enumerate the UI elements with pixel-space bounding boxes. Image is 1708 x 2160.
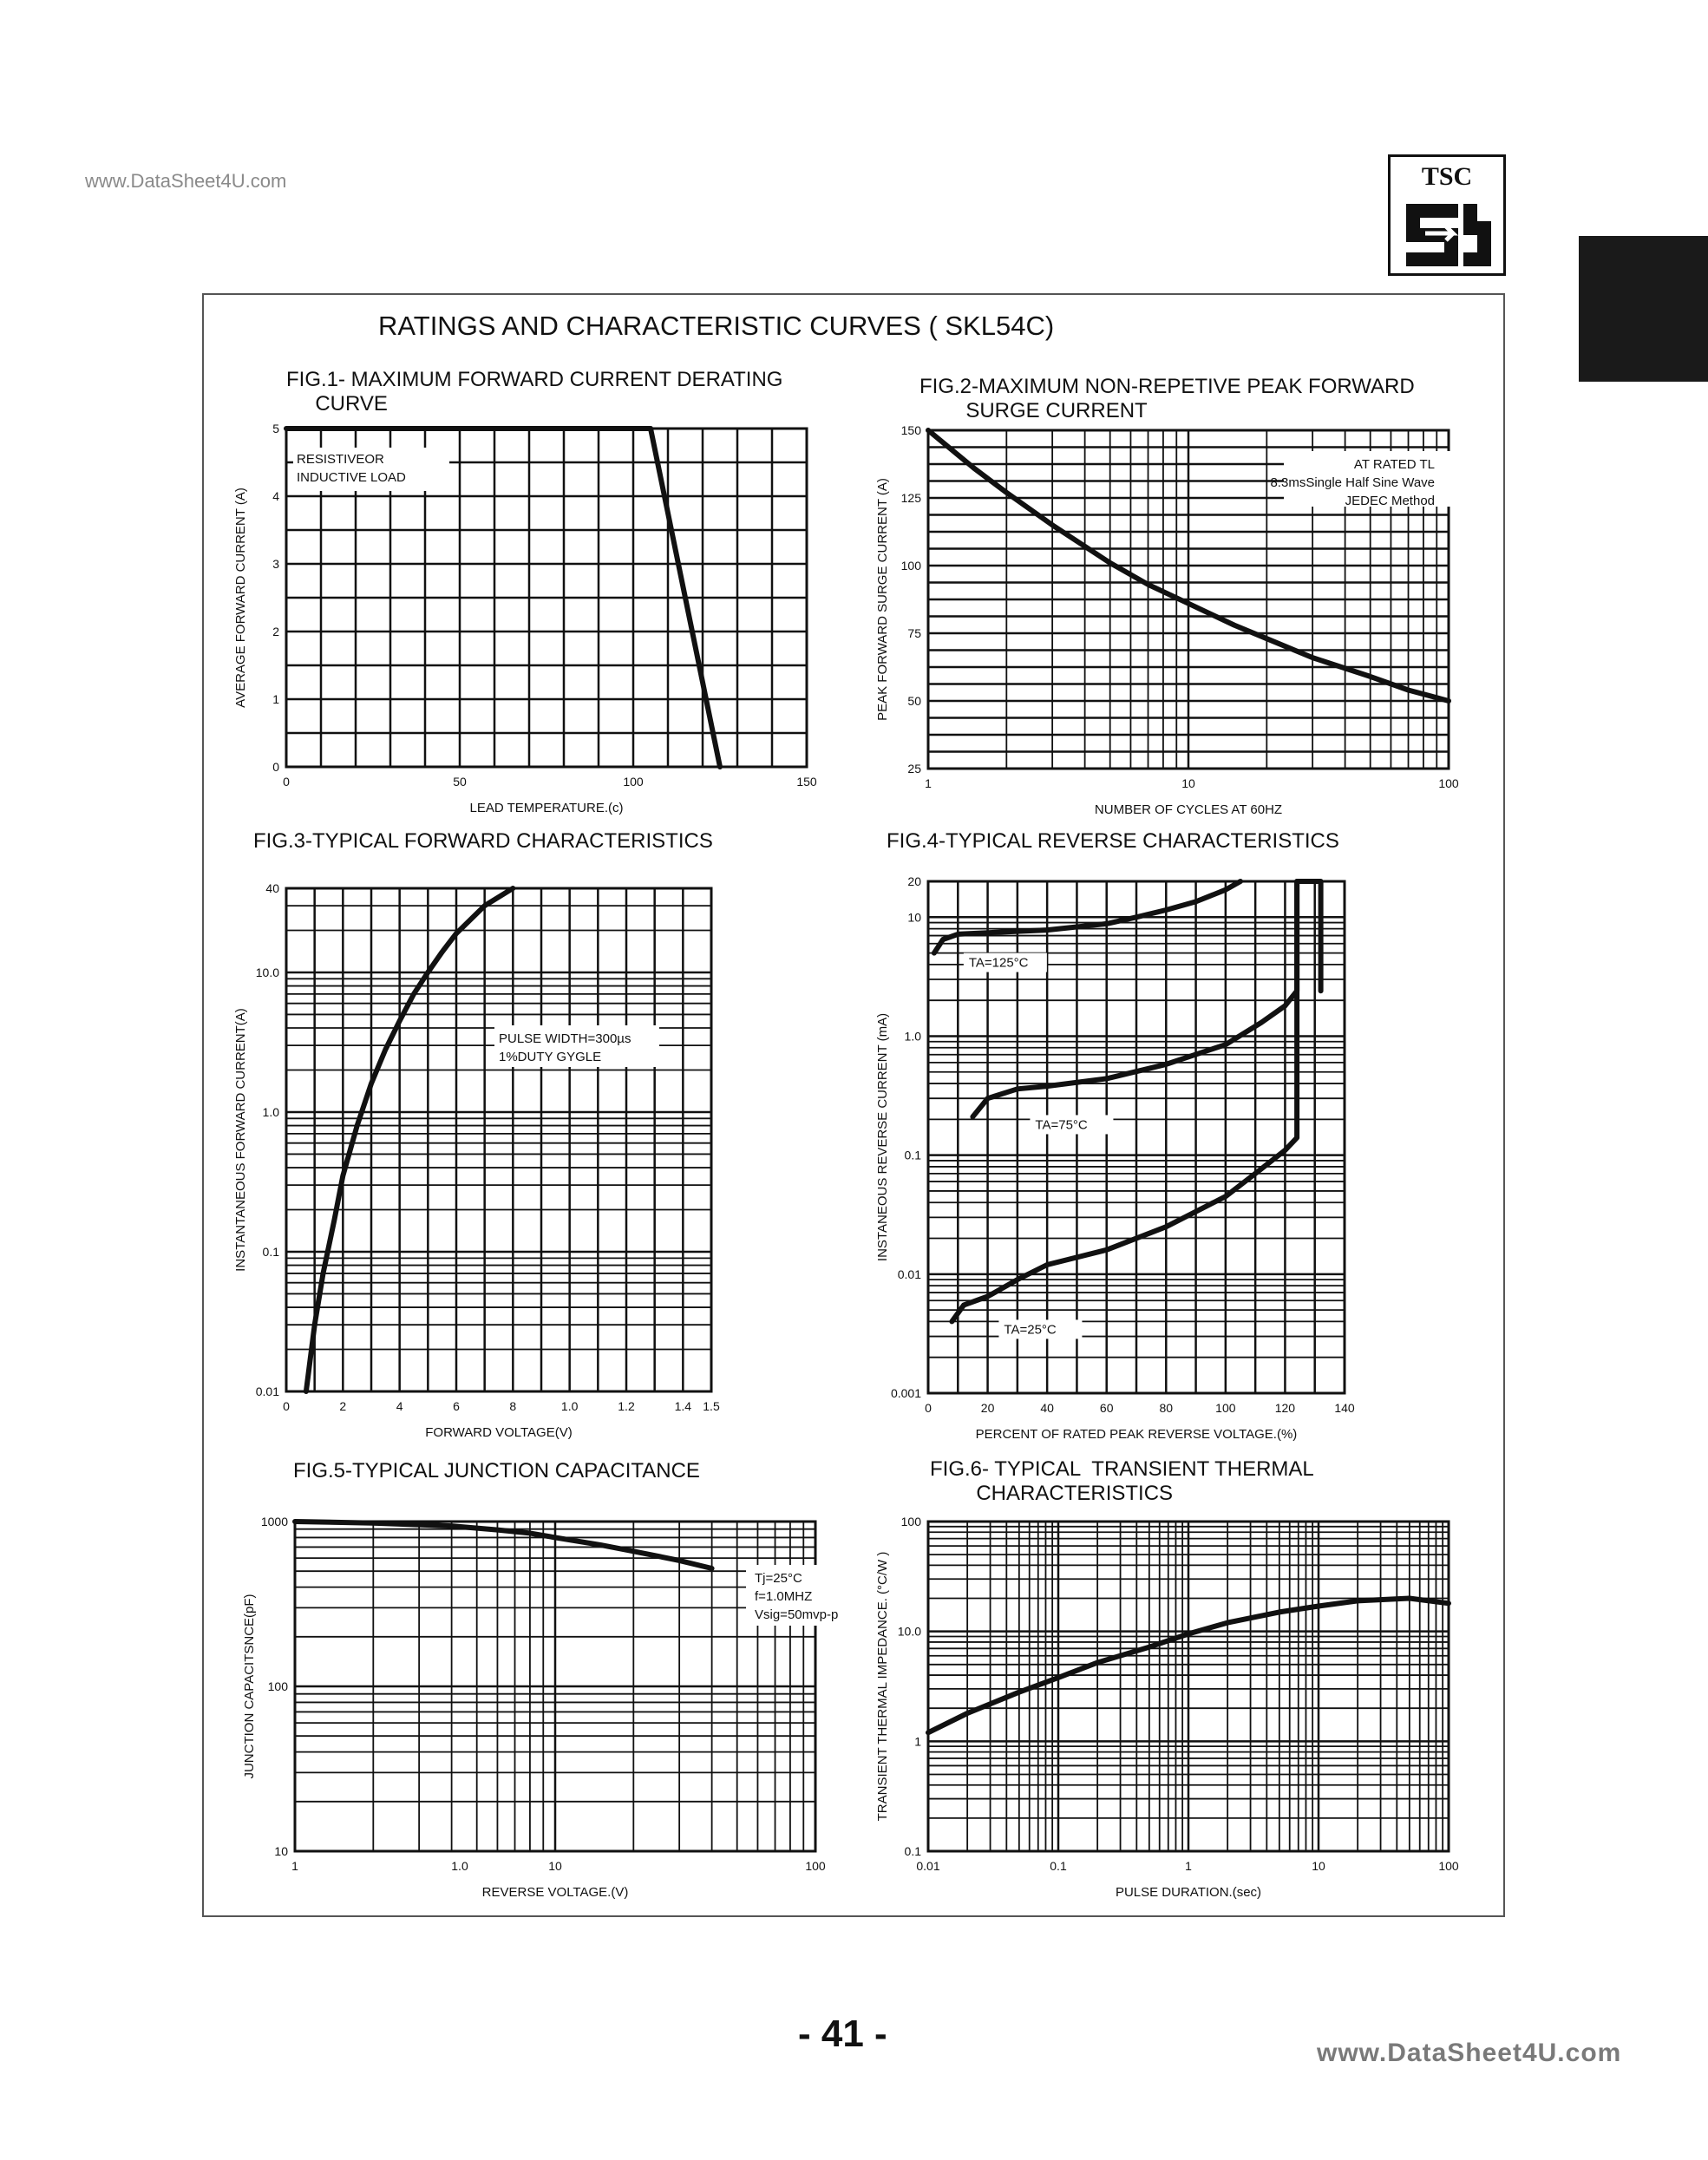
fig4-x-tick-label: 20	[980, 1401, 995, 1415]
page-title: RATINGS AND CHARACTERISTIC CURVES ( SKL54C)	[378, 311, 1055, 341]
fig1-x-tick-label: 150	[796, 775, 817, 789]
fig2-y-axis-label: PEAK FORWARD SURGE CURRENT (A)	[875, 478, 890, 721]
fig1-chart	[217, 416, 841, 824]
watermark-bottom: www.DataSheet4U.com	[1317, 2039, 1622, 2067]
fig3-x-axis-label: FORWARD VOLTAGE(V)	[425, 1425, 573, 1440]
fig3-y-tick-label: 0.01	[255, 1384, 279, 1398]
fig4-title: FIG.4-TYPICAL REVERSE CHARACTERISTICS	[887, 829, 1339, 853]
fig3-x-tick-label: 0	[283, 1399, 290, 1413]
fig4-y-tick-label: 20	[907, 874, 921, 888]
fig2-x-tick-label: 1	[925, 776, 932, 790]
fig2-y-tick-label: 100	[900, 559, 921, 573]
fig3-y-tick-label: 40	[265, 881, 279, 895]
fig3-series-line-0	[306, 888, 513, 1391]
tsc-logo	[1388, 154, 1506, 276]
fig2-y-tick-label: 50	[907, 694, 921, 708]
fig4-x-tick-label: 100	[1215, 1401, 1236, 1415]
fig1-y-tick-label: 5	[272, 422, 279, 435]
fig3-x-tick-label: 8	[509, 1399, 517, 1413]
fig4-y-tick-label: 0.01	[897, 1267, 921, 1281]
fig4-x-axis-label: PERCENT OF RATED PEAK REVERSE VOLTAGE.(%)	[975, 1427, 1298, 1442]
fig4-y-tick-label: 1.0	[904, 1029, 921, 1044]
fig3-x-tick-label: 6	[453, 1399, 460, 1413]
fig2-annotation: AT RATED TL	[1353, 457, 1435, 472]
fig3-y-tick-label: 1.0	[262, 1104, 279, 1119]
fig3-chart	[217, 867, 841, 1449]
fig4-x-tick-label: 0	[925, 1401, 932, 1415]
fig3-title: FIG.3-TYPICAL FORWARD CHARACTERISTICS	[253, 829, 713, 853]
fig2-y-tick-label: 75	[907, 626, 921, 640]
fig4-y-tick-label: 0.001	[890, 1386, 921, 1400]
fig5-x-tick-label: 1.0	[451, 1859, 468, 1873]
fig4-x-tick-label: 140	[1334, 1401, 1355, 1415]
fig4-series-line-2	[952, 881, 1297, 1321]
fig4-y-tick-label: 0.1	[904, 1148, 921, 1162]
fig5-y-tick-label: 100	[267, 1679, 288, 1693]
fig5-y-tick-label: 10	[274, 1844, 288, 1858]
fig1-y-tick-label: 3	[272, 557, 279, 571]
fig1-x-tick-label: 50	[453, 775, 467, 789]
fig1-x-tick-label: 100	[623, 775, 644, 789]
fig3-annotation: 1%DUTY GYGLE	[499, 1050, 602, 1064]
fig2-annotation: 8.3msSingle Half Sine Wave	[1270, 475, 1435, 490]
fig4-series-label: TA=125°C	[968, 955, 1029, 971]
fig5-annotation: Tj=25°C	[755, 1571, 802, 1586]
fig1-y-axis-label: AVERAGE FORWARD CURRENT (A)	[233, 488, 248, 708]
fig5-title: FIG.5-TYPICAL JUNCTION CAPACITANCE	[293, 1459, 700, 1483]
side-tab	[1579, 236, 1708, 382]
fig1-x-axis-label: LEAD TEMPERATURE.(c)	[469, 801, 624, 815]
fig2-chart	[859, 416, 1483, 824]
fig4-series-label: TA=75°C	[1035, 1117, 1088, 1133]
fig5-x-tick-label: 1	[291, 1859, 298, 1873]
fig4-x-tick-label: 120	[1274, 1401, 1296, 1415]
fig3-x-tick-label: 1.2	[618, 1399, 635, 1413]
fig6-y-tick-label: 10.0	[897, 1624, 921, 1639]
fig3-x-tick-label: 4	[396, 1399, 403, 1413]
fig4-x-tick-label: 60	[1099, 1401, 1114, 1415]
fig6-title: FIG.6- TYPICAL TRANSIENT THERMAL CHARACTERISTICS	[930, 1457, 1314, 1505]
fig2-y-tick-label: 125	[900, 491, 921, 505]
fig4-x-tick-label: 80	[1159, 1401, 1174, 1415]
watermark-top: www.DataSheet4U.com	[85, 170, 287, 192]
fig6-x-tick-label: 0.01	[916, 1859, 940, 1873]
fig3-y-tick-label: 0.1	[262, 1244, 279, 1259]
fig5-y-tick-label: 1000	[260, 1515, 288, 1528]
fig1-annotation: INDUCTIVE LOAD	[297, 470, 406, 485]
fig3-y-tick-label: 10.0	[255, 965, 279, 979]
fig1-x-tick-label: 0	[283, 775, 290, 789]
fig6-x-axis-label: PULSE DURATION.(sec)	[1115, 1885, 1262, 1900]
fig5-annotation: f=1.0MHZ	[755, 1589, 813, 1604]
fig6-y-tick-label: 0.1	[904, 1844, 921, 1858]
fig5-x-tick-label: 10	[548, 1859, 562, 1873]
fig6-y-tick-label: 100	[900, 1515, 921, 1528]
fig6-x-tick-label: 100	[1438, 1859, 1459, 1873]
fig6-x-tick-label: 1	[1185, 1859, 1192, 1873]
fig5-x-tick-label: 100	[805, 1859, 826, 1873]
fig2-x-axis-label: NUMBER OF CYCLES AT 60HZ	[1094, 802, 1283, 817]
fig2-title: FIG.2-MAXIMUM NON-REPETIVE PEAK FORWARD SURGE CURRENT	[919, 375, 1415, 422]
fig5-annotation: Vsig=50mvp-p	[755, 1607, 839, 1622]
fig2-annotation: JEDEC Method	[1345, 494, 1435, 508]
fig5-chart	[217, 1506, 841, 1914]
fig3-y-axis-label: INSTANTANEOUS FORWARD CURRENT(A)	[233, 1008, 248, 1272]
page-number: - 41 -	[798, 2013, 887, 2055]
fig3-x-tick-label: 2	[339, 1399, 347, 1413]
fig3-annotation: PULSE WIDTH=300µs	[499, 1031, 632, 1046]
fig1-y-tick-label: 2	[272, 625, 279, 638]
fig3-x-tick-label: 1.0	[560, 1399, 579, 1413]
logo-text: TSC	[1421, 162, 1473, 191]
fig6-x-tick-label: 10	[1312, 1859, 1325, 1873]
fig1-y-tick-label: 4	[272, 489, 279, 503]
fig5-y-axis-label: JUNCTION CAPACITSNCE(pF)	[242, 1594, 257, 1779]
fig6-x-tick-label: 0.1	[1050, 1859, 1067, 1873]
fig5-x-axis-label: REVERSE VOLTAGE.(V)	[481, 1885, 629, 1900]
fig6-y-axis-label: TRANSIENT THERMAL IMPEDANCE. (°C/W )	[875, 1551, 890, 1822]
fig2-y-tick-label: 25	[907, 762, 921, 776]
fig6-y-tick-label: 1	[914, 1734, 921, 1749]
fig4-chart	[859, 867, 1483, 1449]
fig6-chart	[859, 1506, 1483, 1914]
fig4-series-label: TA=25°C	[1004, 1322, 1057, 1338]
fig1-y-tick-label: 1	[272, 692, 279, 706]
fig2-x-tick-label: 10	[1181, 776, 1195, 790]
fig4-y-axis-label: INSTANEOUS REVERSE CURRENT (mA)	[875, 1012, 890, 1262]
fig4-y-tick-label: 10	[907, 910, 921, 925]
fig2-y-tick-label: 150	[900, 423, 921, 437]
fig3-x-tick-label: 1.4	[674, 1399, 692, 1413]
fig1-title: FIG.1- MAXIMUM FORWARD CURRENT DERATING CURVE	[286, 368, 783, 416]
fig1-y-tick-label: 0	[272, 760, 279, 774]
fig3-x-tick-label: 1.5	[703, 1399, 720, 1413]
fig4-x-tick-label: 40	[1040, 1401, 1054, 1415]
fig2-x-tick-label: 100	[1438, 776, 1459, 790]
logo-mark-icon	[1391, 195, 1503, 273]
fig1-annotation: RESISTIVEOR	[297, 452, 384, 467]
fig3-plot-border	[286, 888, 711, 1391]
